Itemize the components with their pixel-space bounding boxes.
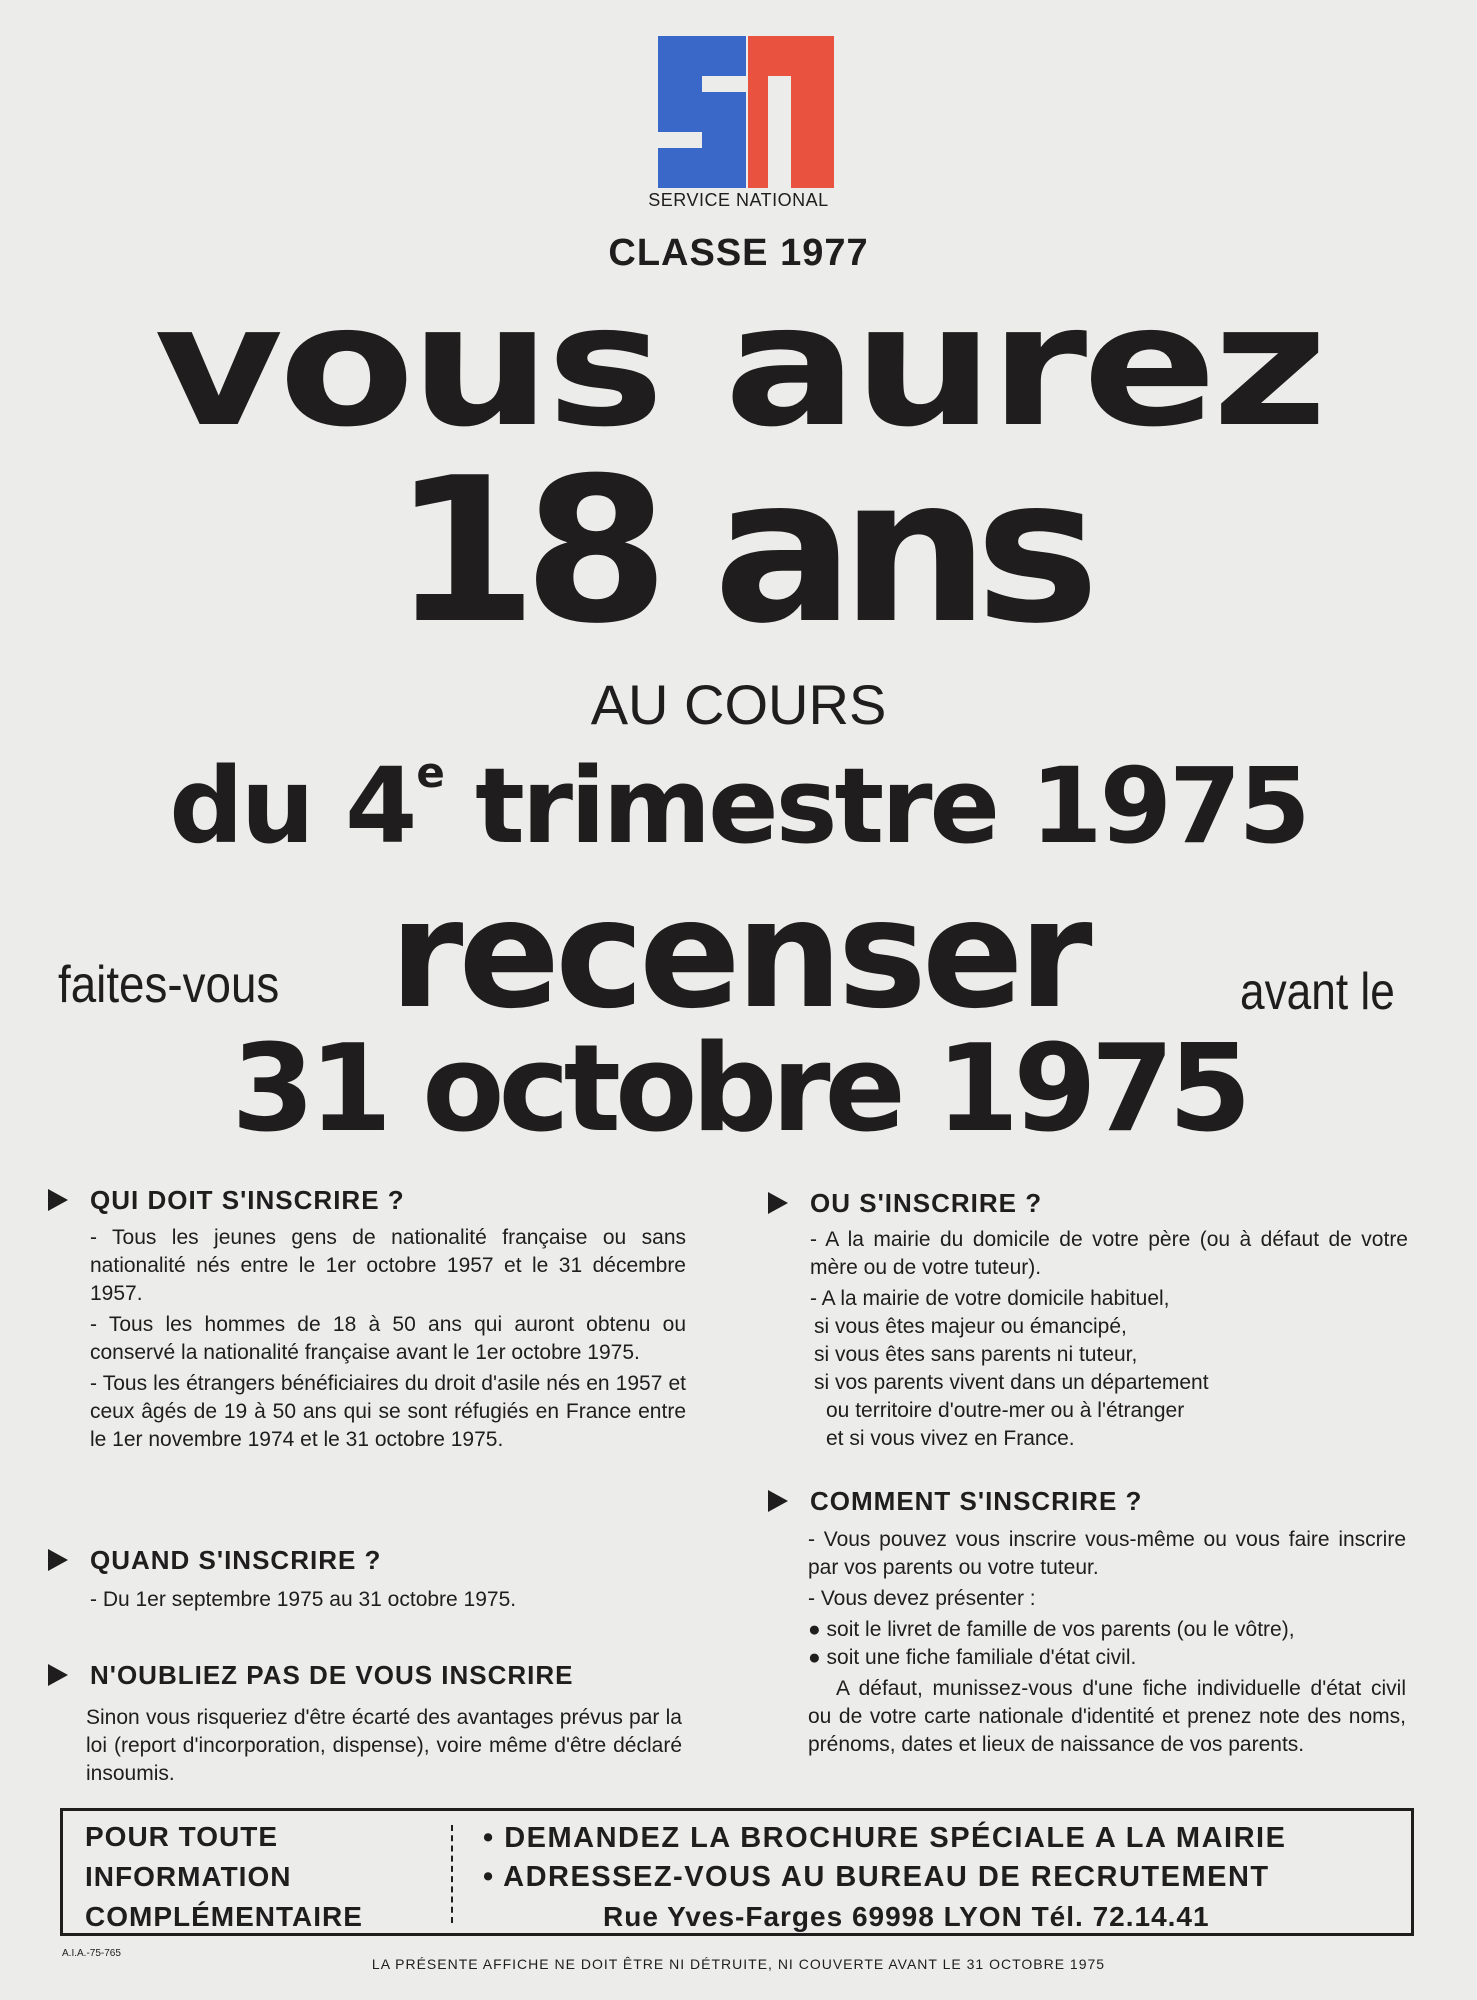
info-box-divider [451,1825,453,1923]
ou-item-line: - A la mairie de votre domicile habituel, [810,1287,1170,1310]
headline-18-ans: 18 ans [391,435,1086,668]
headline-au-cours: AU COURS [590,673,887,736]
triangle-bullet-icon [768,1490,788,1512]
logo-s-shape [658,36,746,188]
headline-trimestre [0,745,1477,867]
classe-year: CLASSE 1977 [608,232,869,274]
qui-title-text: QUI DOIT S'INSCRIRE ? [90,1185,405,1215]
comment-section-title [768,1486,1142,1517]
quand-section-body: - Du 1er septembre 1975 au 31 octobre 1975. [90,1588,517,1611]
qui-section-body [90,1224,686,1457]
ou-item: - A la mairie du domicile de votre père (ou à défaut de votre mère ou de votre tuteur). [810,1228,1408,1279]
triangle-bullet-icon [48,1549,68,1571]
comment-bullet: ● soit le livret de famille de vos parents (ou le vôtre), [808,1618,1295,1641]
qui-item: - Tous les jeunes gens de nationalité française ou sans nationalité nés entre le 1er octobre 1957 et le 31 décembre 1957. [90,1226,686,1305]
trimestre-prefix: du 4 [169,745,415,867]
info-box-heading [85,1817,363,1937]
info-instruction-line: • ADRESSEZ-VOUS AU BUREAU DE RECRUTEMENT [483,1861,1270,1893]
ou-title-text: OU S'INSCRIRE ? [810,1188,1043,1218]
footer-notice: LA PRÉSENTE AFFICHE NE DOIT ÊTRE NI DÉTRUITE, NI COUVERTE AVANT LE 31 OCTOBRE 1975 [371,1956,1106,1972]
comment-bullet: ● soit une fiche familiale d'état civil. [808,1646,1137,1669]
ou-item-list [810,1285,1408,1453]
ou-item-line: ou territoire d'outre-mer ou à l'étranger [826,1399,1185,1422]
oubliez-section-title [48,1660,574,1691]
comment-fallback: A défaut, munissez-vous d'une fiche individuelle d'état civil ou de votre carte nationale d'identité et prenez note des noms, prénoms, dates et lieux de naissance de vos parents. [808,1677,1406,1756]
quand-title-text: QUAND S'INSCRIRE ? [90,1545,382,1575]
info-heading-line: POUR TOUTE [85,1821,279,1852]
trimestre-suffix: trimestre 1975 [475,745,1308,867]
recruitment-address: Rue Yves-Farges 69998 LYON Tél. 72.14.41 [603,1901,1210,1932]
oubliez-section-body: Sinon vous risqueriez d'être écarté des avantages prévus par la loi (report d'incorporation, dispense), voire même d'être déclaré insoumis. [86,1706,682,1785]
qui-item: - Tous les hommes de 18 à 50 ans qui auront obtenu ou conservé la nationalité française avant le 1er octobre 1975. [90,1313,686,1364]
information-box [60,1808,1414,1936]
info-heading-line: INFORMATION [85,1861,292,1892]
info-box-instructions [483,1819,1286,1936]
ou-item-line: et si vous vivez en France. [826,1427,1075,1450]
ou-section-title [768,1188,1042,1219]
service-national-logo [658,36,834,188]
logo-n-shape [748,36,834,188]
qui-item: - Tous les étrangers bénéficiaires du droit d'asile nés en 1957 et ceux âgés de 19 à 50 ans qui se sont réfugiés en France entre le 1er novembre 1974 et le 31 octobre 1975. [90,1372,686,1451]
trimestre-sup: e [416,748,442,797]
headline-faites-vous: faites-vous [58,956,280,1014]
headline-vous-aurez: vous aurez [154,268,1323,464]
comment-section-body [808,1526,1406,1762]
ou-item-line: si vous êtes sans parents ni tuteur, [814,1343,1138,1366]
print-reference: A.I.A.-75-765 [62,1948,121,1959]
oubliez-title-text: N'OUBLIEZ PAS DE VOUS INSCRIRE [90,1660,574,1690]
ou-section-body [810,1226,1408,1453]
comment-title-text: COMMENT S'INSCRIRE ? [810,1486,1143,1516]
comment-item: - Vous pouvez vous inscrire vous-même ou vous faire inscrire par vos parents ou votre tuteur. [808,1528,1406,1579]
ou-item-line: si vous êtes majeur ou émancipé, [814,1315,1127,1338]
service-name: SERVICE NATIONAL [648,190,829,210]
headline-deadline-date: 31 octobre 1975 [231,1020,1246,1159]
qui-section-title [48,1185,405,1216]
quand-section-title [48,1545,381,1576]
triangle-bullet-icon [768,1192,788,1214]
headline-avant-le: avant le [1240,963,1395,1021]
headline-recenser: recenser [389,868,1088,1042]
triangle-bullet-icon [48,1664,68,1686]
info-instruction-line: • DEMANDEZ LA BROCHURE SPÉCIALE A LA MAIRIE [483,1822,1287,1854]
triangle-bullet-icon [48,1189,68,1211]
comment-item: - Vous devez présenter : [808,1587,1036,1610]
ou-item-line: si vos parents vivent dans un département [814,1371,1209,1394]
info-heading-line: COMPLÉMENTAIRE [85,1901,363,1932]
